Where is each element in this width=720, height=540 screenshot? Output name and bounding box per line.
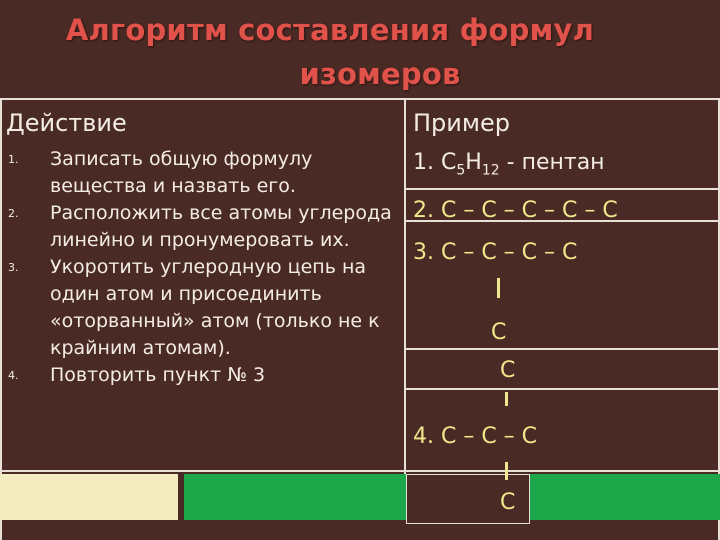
example-2: 2. C – C – C – C – C	[413, 198, 618, 223]
step-item	[0, 362, 400, 389]
bottom-cell-left	[0, 474, 178, 520]
row-divider-bottom	[0, 470, 720, 472]
step-text: Записать общую формулу вещества и назвать его.	[50, 148, 313, 197]
header-example: Пример	[413, 109, 510, 137]
step-number: 3.	[8, 261, 19, 274]
example-3: 3. C – C – C – C	[413, 240, 578, 265]
example-1	[413, 148, 605, 178]
table-border-top	[0, 98, 720, 100]
title-line-2: изомеров	[299, 57, 461, 91]
algorithm-table	[0, 98, 720, 540]
header-action: Действие	[6, 109, 127, 137]
example-4: 4. C – C – C	[413, 424, 538, 449]
example-1-sub-h: 12	[481, 162, 500, 179]
bond-vertical-1	[497, 278, 500, 298]
step-text: Повторить пункт № 3	[50, 364, 266, 386]
column-divider	[404, 98, 406, 474]
bond-vertical-2	[505, 392, 508, 406]
step-item	[0, 146, 400, 200]
row-divider-4	[406, 388, 720, 390]
step-item	[0, 254, 400, 362]
example-1-h: H	[465, 150, 482, 175]
step-text: Расположить все атомы углерода линейно и пронумеровать их.	[50, 202, 392, 251]
example-3-branch: C	[491, 320, 507, 345]
step-text: Укоротить углеродную цепь на один атом и присоединить «оторванный» атом (только не к крайним атомам).	[50, 256, 380, 359]
example-3-branch-2: C	[500, 358, 516, 383]
title-line-1: Алгоритм составления формул	[65, 13, 595, 47]
example-4-branch: C	[500, 490, 516, 515]
step-number: 2.	[8, 207, 19, 220]
example-1-prefix: 1. C	[413, 150, 457, 175]
steps-list	[0, 146, 400, 389]
row-divider-3	[406, 348, 720, 350]
example-1-suffix: - пентан	[499, 150, 605, 175]
example-1-sub-c: 5	[456, 162, 466, 179]
bond-vertical-3	[505, 462, 508, 480]
page-title	[0, 8, 720, 96]
step-number: 1.	[8, 153, 19, 166]
step-number: 4.	[8, 369, 19, 382]
step-item	[0, 200, 400, 254]
row-divider-1	[406, 188, 720, 190]
